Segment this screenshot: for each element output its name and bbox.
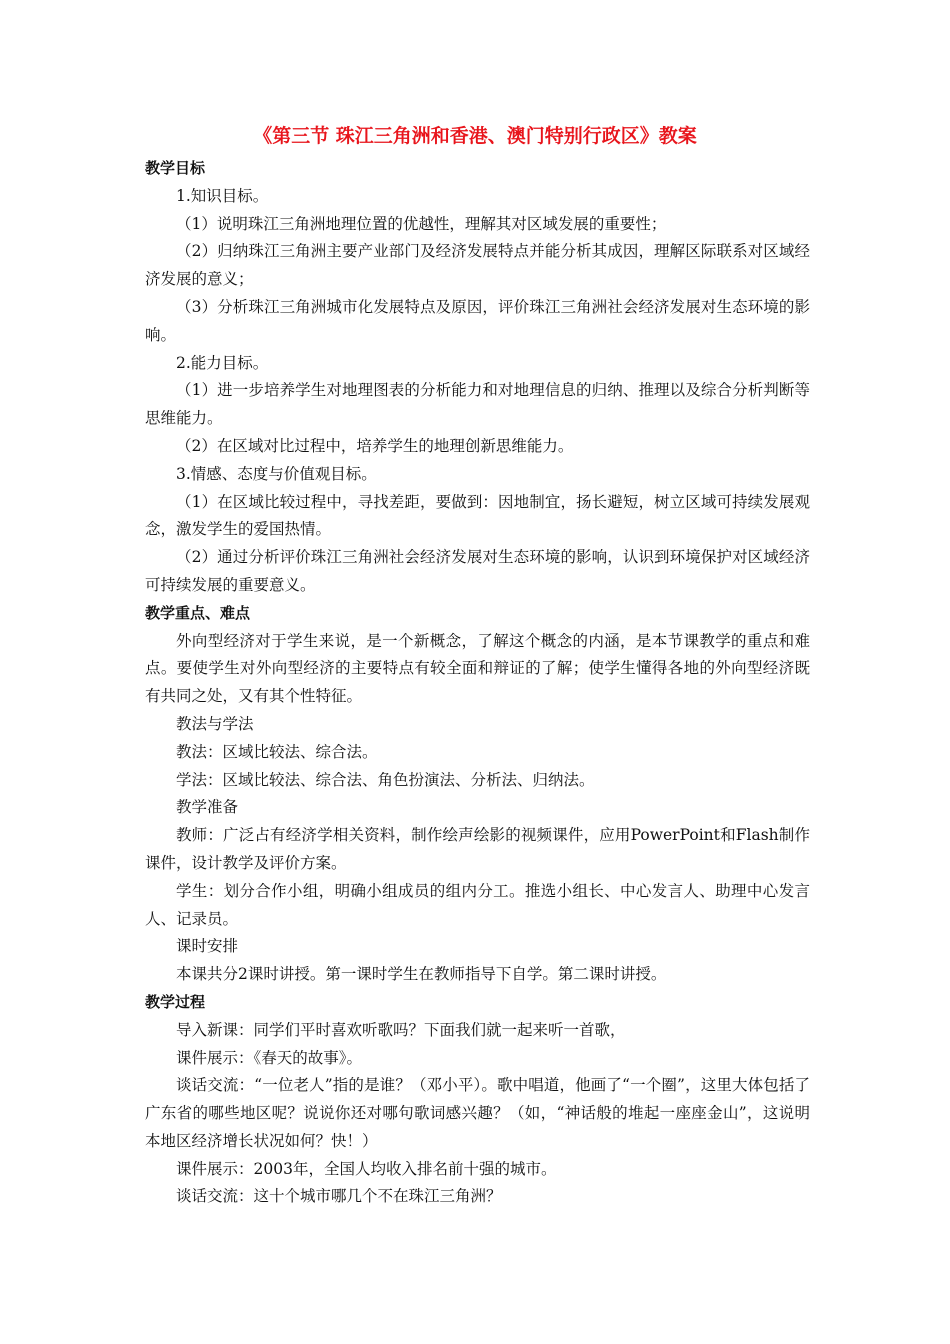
section-heading-process: 教学过程 xyxy=(145,992,206,1011)
emotion-goal-1: （1）在区域比较过程中，寻找差距，要做到：因地制宜，扬长避短，树立区域可持续发展观念，激发学生的爱国热情。 xyxy=(145,492,810,539)
student-preparation: 学生：划分合作小组，明确小组成员的组内分工。推选小组长、中心发言人、助理中心发言人、记录员。 xyxy=(145,881,810,928)
ability-goals-heading: 2.能力目标。 xyxy=(176,353,269,372)
learning-method: 学法：区域比较法、综合法、角色扮演法、分析法、归纳法。 xyxy=(176,770,595,789)
key-points-paragraph: 外向型经济对于学生来说，是一个新概念，了解这个概念的内涵，是本节课教学的重点和难点。要使学生对外向型经济的主要特点有较全面和辩证的了解；使学生懂得各地的外向型经济既有共同之处，又有其个性特征。 xyxy=(145,631,810,706)
emotion-goal-2: （2）通过分析评价珠江三角洲社会经济发展对生态环境的影响，认识到环境保护对区域经济可持续发展的重要意义。 xyxy=(145,548,810,594)
document-title: 《第三节 珠江三角洲和香港、澳门特别行政区》教案 xyxy=(253,125,697,147)
schedule-heading: 课时安排 xyxy=(176,937,239,956)
process-show-1: 课件展示：《春天的故事》。 xyxy=(176,1048,363,1067)
teacher-preparation: 教师：广泛占有经济学相关资料，制作绘声绘影的视频课件，应用PowerPoint和Flash制作课件，设计教学及评价方案。 xyxy=(145,826,810,872)
section-heading-key-points: 教学重点、难点 xyxy=(145,603,251,622)
preparation-heading: 教学准备 xyxy=(176,798,239,817)
process-show-2: 课件展示：2003年，全国人均收入排名前十强的城市。 xyxy=(176,1159,557,1178)
emotion-goals-heading: 3.情感、态度与价值观目标。 xyxy=(176,464,377,483)
process-talk-1: 谈话交流：“一位老人”指的是谁？（邓小平）。歌中唱道，他画了“一个圈”，这里大体包括了广东省的哪些地区呢？说说你还对哪句歌词感兴趣？（如，“神话般的堆起一座座金山”，这说明本地区经济增长状况如何？快！） xyxy=(145,1076,810,1150)
section-heading-objectives: 教学目标 xyxy=(145,159,206,177)
knowledge-goal-3: （3）分析珠江三角洲城市化发展特点及原因，评价珠江三角洲社会经济发展对生态环境的影响。 xyxy=(145,297,810,344)
document-body xyxy=(145,155,810,1211)
knowledge-goal-1: （1）说明珠江三角洲地理位置的优越性，理解其对区域发展的重要性； xyxy=(176,214,667,233)
knowledge-goals-heading: 1.知识目标。 xyxy=(176,186,269,205)
teaching-method: 教法：区域比较法、综合法。 xyxy=(176,742,378,761)
methods-heading: 教法与学法 xyxy=(176,714,254,733)
schedule-text: 本课共分2课时讲授。第一课时学生在教师指导下自学。第二课时讲授。 xyxy=(176,965,667,984)
process-talk-2: 谈话交流：这十个城市哪几个不在珠江三角洲？ xyxy=(176,1187,502,1206)
knowledge-goal-2: （2）归纳珠江三角洲主要产业部门及经济发展特点并能分析其成因，理解区际联系对区域经济发展的意义； xyxy=(145,242,810,289)
ability-goal-1: （1）进一步培养学生对地理图表的分析能力和对地理信息的归纳、推理以及综合分析判断等思维能力。 xyxy=(145,381,810,428)
ability-goal-2: （2）在区域对比过程中，培养学生的地理创新思维能力。 xyxy=(176,436,574,455)
process-intro: 导入新课：同学们平时喜欢听歌吗？下面我们就一起来听一首歌， xyxy=(176,1020,626,1039)
